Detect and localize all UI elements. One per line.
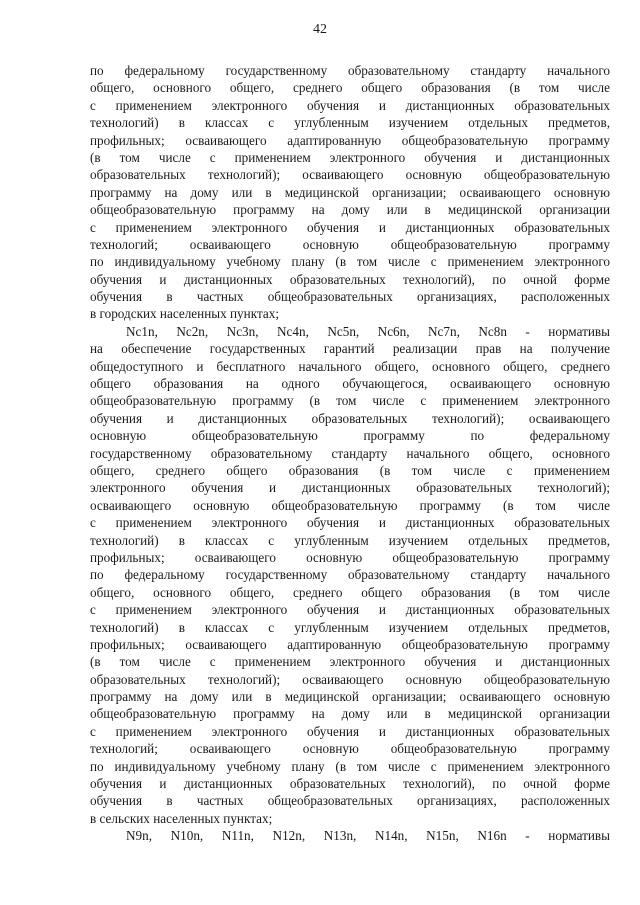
text-line: обучения и дистанционных образовательных технологий), по очной форме bbox=[90, 776, 610, 792]
text-line: с применением электронного обучения и дистанционных образовательных bbox=[90, 219, 610, 235]
text-line: с применением электронного обучения и дистанционных образовательных bbox=[90, 97, 610, 113]
text-line: обучения в частных общеобразовательных организациях, расположенных bbox=[90, 793, 610, 809]
text-line: с применением электронного обучения и дистанционных образовательных bbox=[90, 602, 610, 618]
text-line: по индивидуальному учебному плану (в том числе с применением электронного bbox=[90, 758, 610, 774]
text-line: осваивающего основную общеобразовательную программу (в том числе bbox=[90, 497, 610, 513]
text-line: технологий) в классах с углубленным изучением отдельных предметов, bbox=[90, 619, 610, 635]
page-number: 42 bbox=[313, 22, 327, 37]
text-line: общего, основного общего, среднего общего образования (в том числе bbox=[90, 80, 610, 96]
text-line: образовательных технологий); осваивающего основную общеобразовательную bbox=[90, 167, 610, 183]
text-line: по федеральному государственному образовательному стандарту начального bbox=[90, 567, 610, 583]
text-line: технологий) в классах с углубленным изучением отдельных предметов, bbox=[90, 115, 610, 131]
text-line: профильных; осваивающего адаптированную общеобразовательную программу bbox=[90, 132, 610, 148]
text-line: обучения и дистанционных образовательных технологий), по очной форме bbox=[90, 271, 610, 287]
text-line: основную общеобразовательную программу по федеральному bbox=[90, 428, 610, 444]
text-line: общеобразовательную программу (в том числе с применением электронного bbox=[90, 393, 610, 409]
text-line: (в том числе с применением электронного обучения и дистанционных bbox=[90, 654, 610, 670]
text-line: общего, среднего общего образования (в том числе с применением bbox=[90, 462, 610, 478]
text-line: общеобразовательную программу на дому или в медицинской организации bbox=[90, 202, 610, 218]
text-line: по индивидуальному учебному плану (в том числе с применением электронного bbox=[90, 254, 610, 270]
text-line: по федеральному государственному образовательному стандарту начального bbox=[90, 63, 610, 78]
text-line: программу на дому или в медицинской организации; осваивающего основную bbox=[90, 184, 610, 200]
text-line: Nc1n, Nc2n, Nc3n, Nc4n, Nc5n, Nc6n, Nc7n, Nc8n - нормативы bbox=[126, 323, 610, 339]
text-line: электронного обучения и дистанционных образовательных технологий); bbox=[90, 480, 610, 496]
text-line: государственному образовательному стандарту начального общего, основного bbox=[90, 445, 610, 461]
text-line: профильных; осваивающего адаптированную общеобразовательную программу bbox=[90, 636, 610, 652]
text-line: с применением электронного обучения и дистанционных образовательных bbox=[90, 515, 610, 531]
text-line: с применением электронного обучения и дистанционных образовательных bbox=[90, 723, 610, 739]
text-line: общедоступного и бесплатного начального общего, основного общего, среднего bbox=[90, 358, 610, 374]
text-line: технологий) в классах с углубленным изучением отдельных предметов, bbox=[90, 532, 610, 548]
text-line: обучения и дистанционных образовательных технологий); осваивающего bbox=[90, 410, 610, 426]
text-line: в сельских населенных пунктах; bbox=[90, 810, 273, 826]
text-line: технологий; осваивающего основную общеобразовательную программу bbox=[90, 741, 610, 757]
text-line: в городских населенных пунктах; bbox=[90, 306, 279, 322]
text-line: обучения в частных общеобразовательных организациях, расположенных bbox=[90, 289, 610, 305]
text-line: N9n, N10n, N11n, N12n, N13n, N14n, N15n, N16n - нормативы bbox=[126, 828, 610, 844]
text-line: общего образования на одного обучающегося, осваивающего основную bbox=[90, 376, 610, 392]
text-line: общеобразовательную программу на дому или в медицинской организации bbox=[90, 706, 610, 722]
text-line: (в том числе с применением электронного обучения и дистанционных bbox=[90, 149, 610, 165]
text-line: на обеспечение государственных гарантий реализации прав на получение bbox=[90, 341, 610, 357]
text-line: технологий; осваивающего основную общеобразовательную программу bbox=[90, 236, 610, 252]
text-line: образовательных технологий); осваивающего основную общеобразовательную bbox=[90, 671, 610, 687]
text-line: программу на дому или в медицинской организации; осваивающего основную bbox=[90, 689, 610, 705]
text-line: общего, основного общего, среднего общего образования (в том числе bbox=[90, 584, 610, 600]
body-text bbox=[90, 62, 610, 845]
text-line: профильных; осваивающего основную общеобразовательную программу bbox=[90, 549, 610, 565]
